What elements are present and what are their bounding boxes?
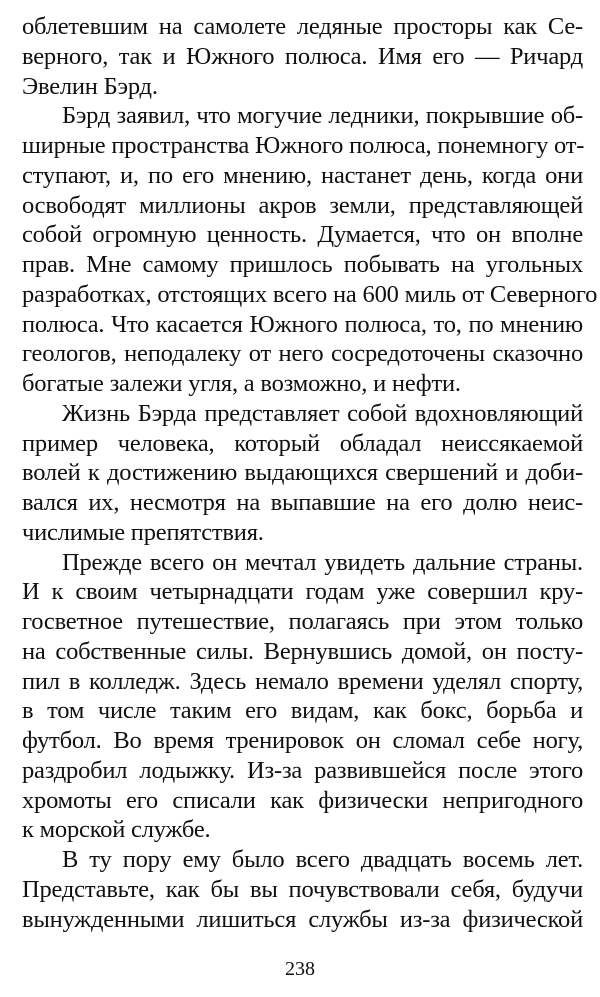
text-line: освободят миллионы акров земли, представляющей — [22, 191, 583, 219]
text-line: полюса. Что касается Южного полюса, то, по мнению — [22, 310, 583, 338]
text-line: вался их, несмотря на выпавшие на его долю неис- — [22, 489, 583, 516]
text-line: на собственные силы. Вернувшись домой, он посту- — [22, 637, 583, 665]
text-line: хромоты его списали как физически непригодного — [22, 786, 583, 814]
text-line: госветное путешествие, полагаясь при этом только — [22, 608, 583, 635]
text-line: вынужденными лишиться службы из-за физической — [22, 905, 583, 933]
page-number: 238 — [285, 958, 315, 980]
book-page-body — [22, 12, 598, 934]
text-line: прав. Мне самому пришлось побывать на угольных — [22, 251, 583, 278]
text-line: Бэрд заявил, что могучие ледники, покрывшие об- — [62, 102, 583, 130]
text-line: пил в колледж. Здесь немало времени уделял спорту, — [22, 667, 583, 695]
text-line: числимые препятствия. — [22, 518, 264, 546]
text-line: богатые залежи угля, а возможно, и нефти. — [22, 370, 461, 397]
text-line: облетевшим на самолете ледяные просторы как Се- — [22, 13, 583, 40]
text-line: В ту пору ему было всего двадцать восемь лет. — [62, 846, 583, 873]
text-line: собой огромную ценность. Думается, что он вполне — [22, 221, 583, 249]
text-line: Эвелин Бэрд. — [22, 72, 158, 100]
text-line: футбол. Во время тренировок он сломал себе ногу, — [22, 727, 583, 754]
text-line: Представьте, как бы вы почувствовали себя, будучи — [22, 875, 583, 903]
text-line: Прежде всего он мечтал увидеть дальние страны. — [62, 548, 583, 576]
text-line: раздробил лодыжку. Из-за развившейся после этого — [22, 756, 583, 784]
text-line: верного, так и Южного полюса. Имя его — Ричард — [22, 42, 583, 70]
text-line: пример человека, который обладал неиссякаемой — [22, 429, 583, 457]
text-line: в том числе таким его видам, как бокс, борьба и — [22, 697, 583, 725]
text-line: ступают, и, по его мнению, настанет день, когда они — [22, 161, 583, 189]
text-line: к морской службе. — [22, 816, 211, 844]
text-line: И к своим четырнадцати годам уже совершил кру- — [22, 578, 583, 606]
text-line: разработках, отстоящих всего на 600 миль от Северного — [22, 280, 598, 308]
text-line: геологов, неподалеку от него сосредоточены сказочно — [22, 340, 583, 368]
text-line: ширные пространства Южного полюса, понемногу от- — [22, 132, 585, 159]
text-line: волей к достижению выдающихся свершений и доби- — [22, 459, 583, 487]
text-line: Жизнь Бэрда представляет собой вдохновляющий — [62, 399, 583, 427]
